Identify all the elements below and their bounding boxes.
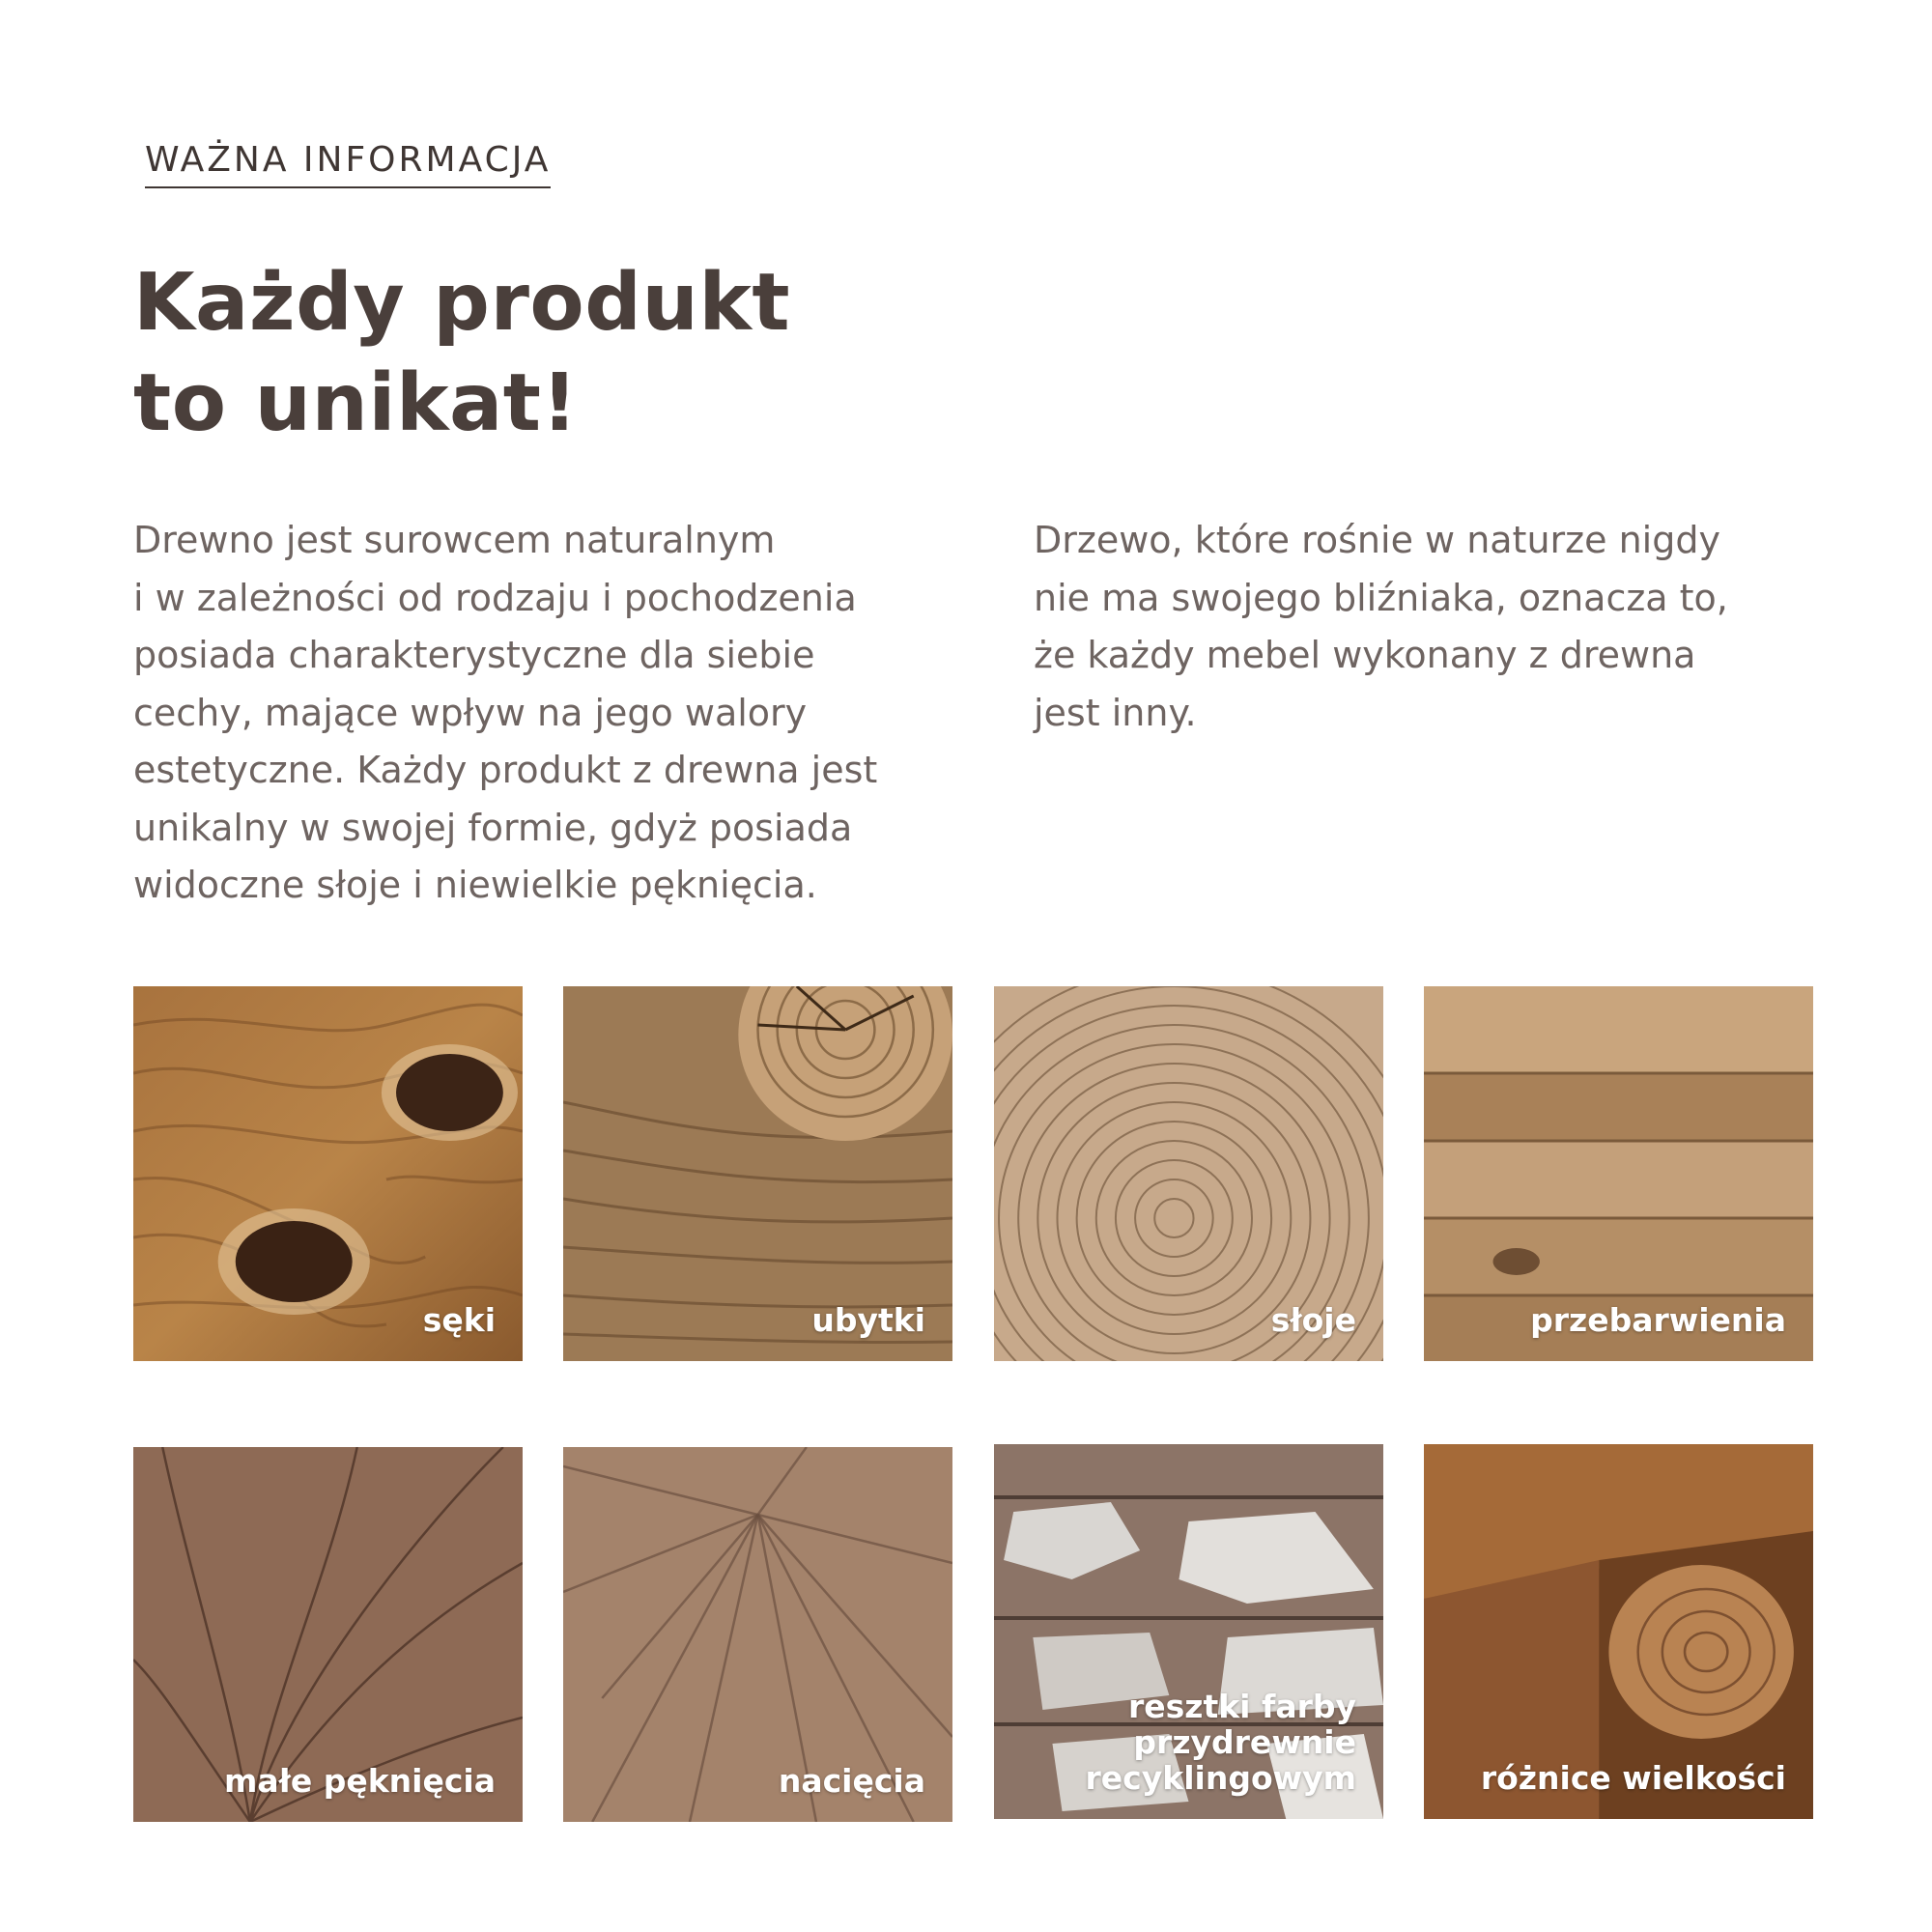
page-title-line-2: to unikat! xyxy=(133,357,579,449)
tile-small-cracks xyxy=(133,1447,523,1822)
tile-discoloration xyxy=(1424,986,1813,1361)
page-title-line-1: Każdy produkt xyxy=(133,257,791,349)
intro-paragraph-left: Drewno jest surowcem naturalnym i w zależności od rodzaju i pochodzenia posiada charakterystyczne dla siebie cechy, mające wpływ na jego walory estetyczne. Każdy produkt z drewna jest unikalny w swojej formie, gdyż posiada widoczne słoje i niewielkie pęknięcia. xyxy=(133,519,878,906)
tile-knots xyxy=(133,986,523,1361)
tile-label: przebarwienia xyxy=(1530,1301,1786,1339)
section-eyebrow: WAŻNA INFORMACJA xyxy=(145,138,551,188)
tile-label: ubytki xyxy=(811,1301,925,1339)
tile-paint-remnants xyxy=(994,1444,1383,1819)
tile-label: słoje xyxy=(1270,1301,1356,1339)
tile-label: różnice wielkości xyxy=(1480,1759,1786,1797)
tile-gaps xyxy=(563,986,952,1361)
tile-label: małe pęknięcia xyxy=(223,1762,496,1800)
tile-label: sęki xyxy=(422,1301,496,1339)
tile-label: nacięcia xyxy=(778,1762,925,1800)
tile-size-differences xyxy=(1424,1444,1813,1819)
tile-cuts xyxy=(563,1447,952,1822)
tile-label: resztki farby przydrewnie recyklingowym xyxy=(1085,1688,1356,1797)
intro-paragraph-right: Drzewo, które rośnie w naturze nigdy nie ma swojego bliźniaka, oznacza to, że każdy mebel wykonany z drewna jest inny. xyxy=(1034,519,1728,734)
page-title xyxy=(133,253,790,454)
tile-rings xyxy=(994,986,1383,1361)
